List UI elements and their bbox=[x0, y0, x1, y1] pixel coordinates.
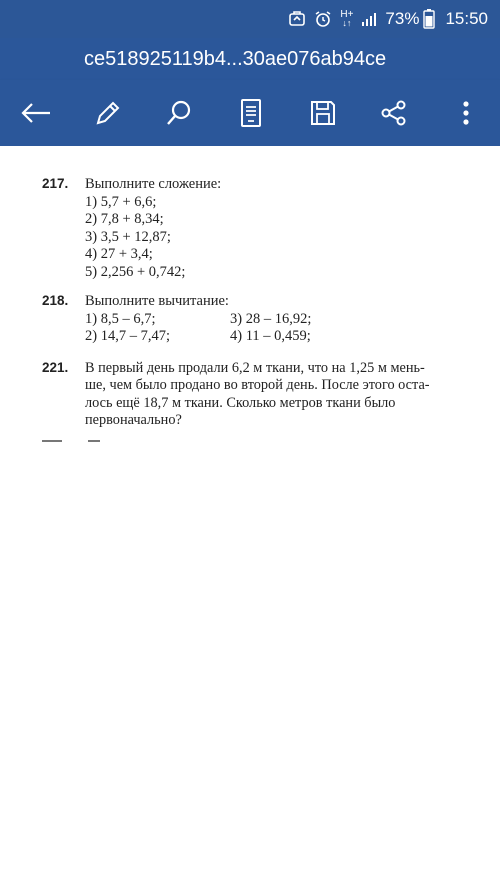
save-button[interactable] bbox=[305, 95, 341, 131]
exercise-item: 1) 5,7 + 6,6; bbox=[85, 193, 157, 210]
share-icon bbox=[380, 99, 408, 127]
exercise-prompt: Выполните сложение: bbox=[85, 176, 222, 192]
back-arrow-icon bbox=[20, 101, 52, 125]
edit-pencil-icon bbox=[94, 99, 122, 127]
share-button[interactable] bbox=[376, 95, 412, 131]
exercise-number: 221. bbox=[42, 359, 69, 375]
document-title-bar bbox=[0, 38, 500, 80]
exercise-218 bbox=[28, 293, 478, 346]
exercise-item: 2) 14,7 – 7,47; bbox=[85, 328, 170, 344]
more-options-button[interactable] bbox=[448, 95, 484, 131]
battery-percent: 73% bbox=[385, 9, 420, 28]
notification-icon bbox=[288, 10, 306, 28]
clock: 15:50 bbox=[445, 9, 488, 28]
more-options-icon bbox=[461, 99, 471, 127]
problem-text-line: лось ещё 18,7 м ткани. Сколько метров ткани было bbox=[85, 394, 396, 411]
battery-icon bbox=[423, 9, 435, 29]
exercise-item: 3) 3,5 + 12,87; bbox=[85, 228, 171, 245]
search-button[interactable] bbox=[161, 95, 197, 131]
cropped-text-fragment bbox=[28, 440, 478, 446]
document-page bbox=[28, 176, 478, 446]
document-canvas[interactable] bbox=[0, 146, 500, 888]
exercise-item: 2) 7,8 + 8,34; bbox=[85, 211, 164, 227]
network-type-label: H+ bbox=[340, 9, 354, 20]
alarm-icon bbox=[314, 10, 332, 28]
exercise-item: 3) 28 – 16,92; bbox=[230, 310, 312, 327]
app-toolbar bbox=[0, 80, 500, 146]
save-icon bbox=[309, 99, 337, 127]
reading-mode-button[interactable] bbox=[233, 95, 269, 131]
problem-text-line: первоначально? bbox=[85, 412, 182, 428]
network-icon: H+ ↓↑ bbox=[340, 9, 354, 28]
document-filename: ce518925119b4...30ae076ab94ce bbox=[84, 47, 387, 70]
status-bar bbox=[0, 0, 500, 38]
problem-text-line: В первый день продали 6,2 м ткани, что на 1,25 м мень- bbox=[85, 359, 425, 376]
back-button[interactable] bbox=[18, 95, 54, 131]
exercise-number: 218. bbox=[42, 293, 69, 308]
reading-mode-icon bbox=[239, 98, 263, 128]
exercise-number: 217. bbox=[42, 176, 69, 191]
edit-button[interactable] bbox=[90, 95, 126, 131]
exercise-item: 4) 11 – 0,459; bbox=[230, 328, 311, 344]
exercise-prompt: Выполните вычитание: bbox=[85, 293, 229, 309]
exercise-item: 4) 27 + 3,4; bbox=[85, 246, 153, 262]
problem-text-line: ше, чем было продано во второй день. После этого оста- bbox=[85, 377, 430, 393]
exercise-item: 1) 8,5 – 6,7; bbox=[85, 310, 156, 327]
exercise-217 bbox=[28, 176, 478, 281]
search-icon bbox=[165, 99, 193, 127]
exercise-221 bbox=[28, 360, 478, 430]
signal-icon bbox=[361, 11, 377, 27]
exercise-item: 5) 2,256 + 0,742; bbox=[85, 263, 186, 280]
